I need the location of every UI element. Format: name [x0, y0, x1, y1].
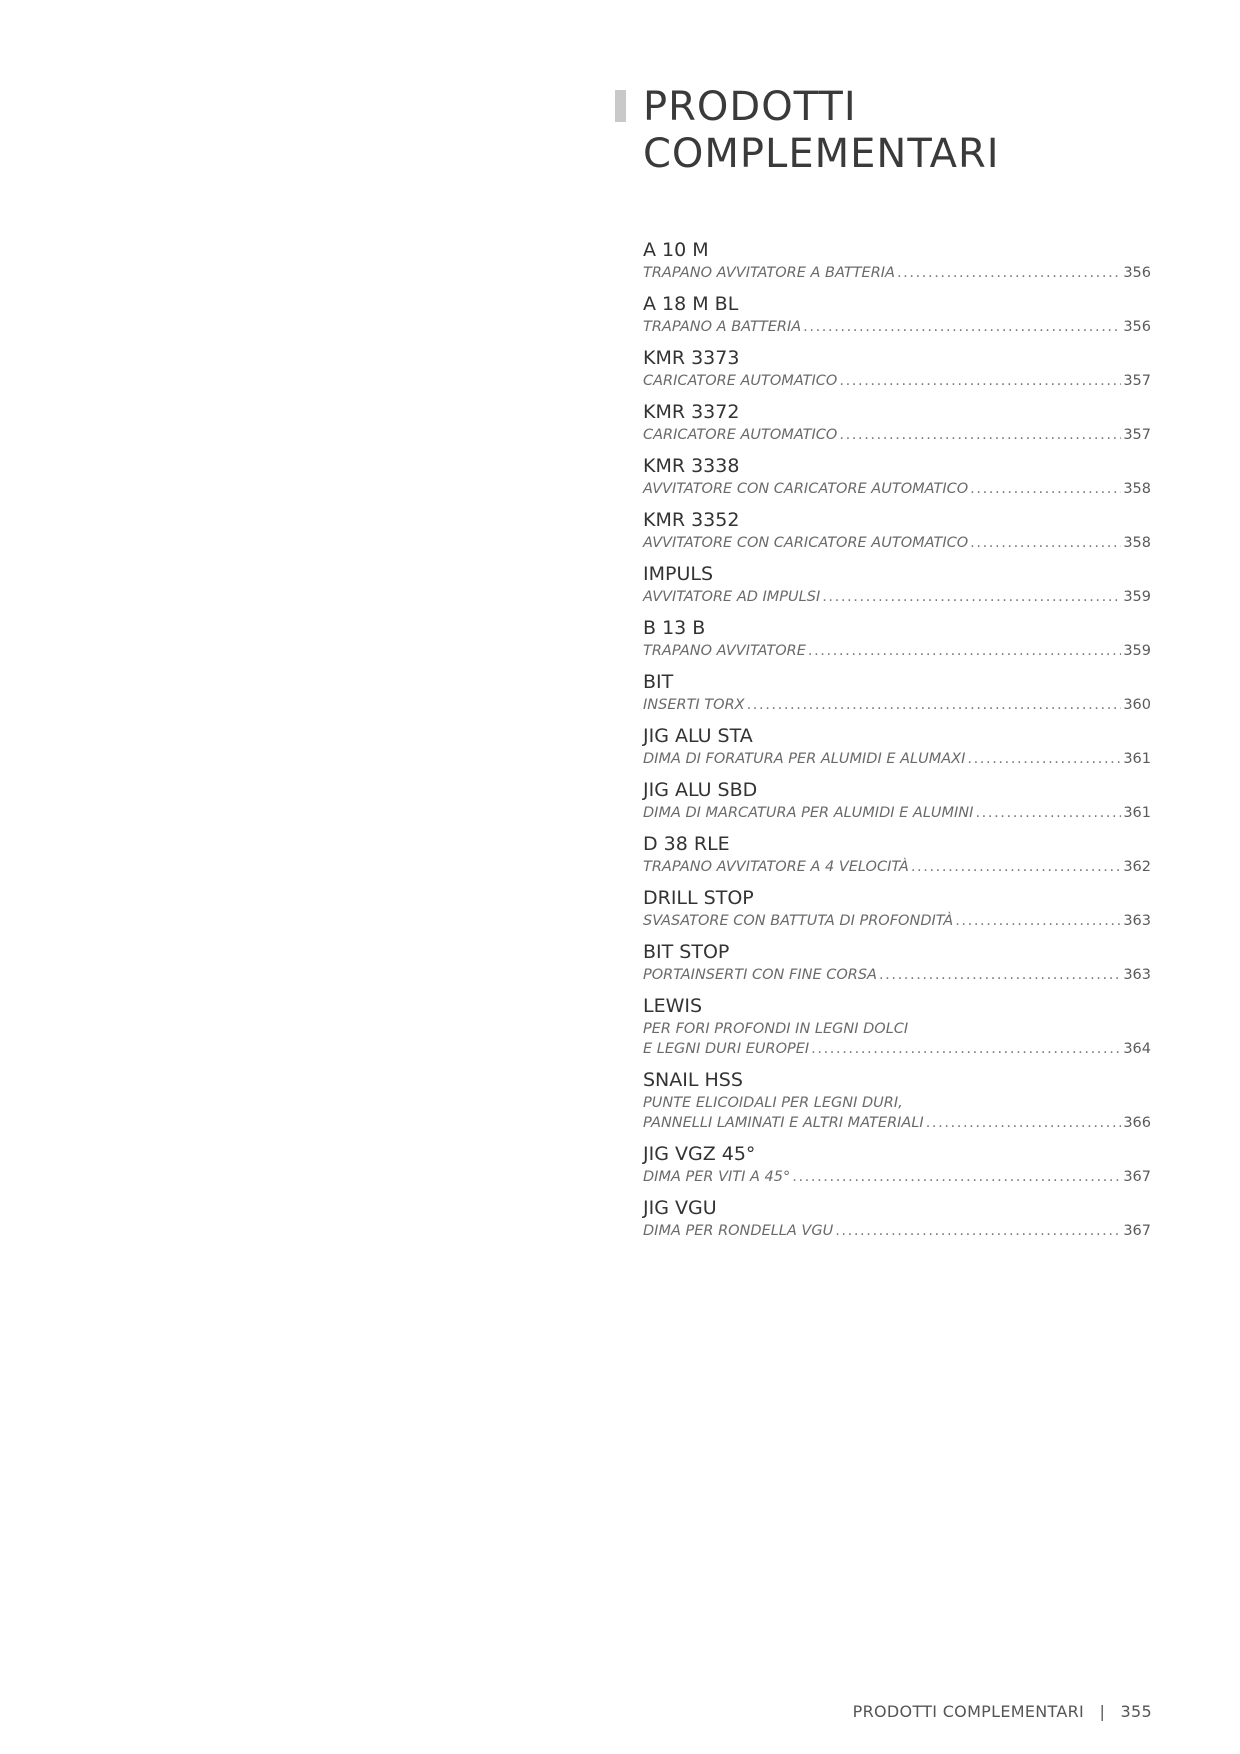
toc-entry-row [643, 1113, 1151, 1133]
toc-dot-leader [897, 263, 1121, 283]
toc-entry[interactable] [643, 994, 1151, 1059]
toc-entry-name: JIG ALU STA [643, 725, 753, 747]
toc-entry-page-number: 363 [1123, 913, 1151, 929]
toc-entry[interactable] [643, 1142, 1151, 1187]
toc-entry-row [643, 911, 1151, 931]
toc-entry-page-number: 363 [1123, 967, 1151, 983]
toc-entry-description: INSERTI TORX [643, 697, 745, 713]
toc-entry-row [643, 1039, 1151, 1059]
toc-entry-description: TRAPANO AVVITATORE A 4 VELOCITÀ [643, 859, 909, 875]
toc-entry-description: PORTAINSERTI CON FINE CORSA [643, 967, 877, 983]
toc-entry-page-number: 358 [1123, 481, 1151, 497]
toc-entry-page-number: 364 [1123, 1041, 1151, 1057]
toc-dot-leader [970, 479, 1121, 499]
toc-dot-leader [835, 1221, 1121, 1241]
toc-entry-name: BIT [643, 671, 674, 693]
toc-entry[interactable] [643, 346, 1151, 391]
toc-entry-name: D 38 RLE [643, 833, 730, 855]
toc-entry-description: AVVITATORE AD IMPULSI [643, 589, 821, 605]
toc-entry-description: E LEGNI DURI EUROPEI [643, 1041, 810, 1057]
toc-entry-description: TRAPANO AVVITATORE A BATTERIA [643, 265, 895, 281]
toc-entry-name: JIG ALU SBD [643, 779, 758, 801]
footer-page-number: 355 [1120, 1702, 1152, 1721]
toc-entry-name: IMPULS [643, 563, 714, 585]
toc-dot-leader [970, 533, 1121, 553]
toc-entry-page-number: 361 [1123, 805, 1151, 821]
toc-entry-description: AVVITATORE CON CARICATORE AUTOMATICO [643, 535, 969, 551]
toc-dot-leader [808, 641, 1121, 661]
toc-entry-page-number: 361 [1123, 751, 1151, 767]
toc-entry-description: SVASATORE CON BATTUTA DI PROFONDITÀ [643, 913, 954, 929]
toc-dot-leader [747, 695, 1122, 715]
toc-entry-row [643, 587, 1151, 607]
page-title [643, 84, 1000, 178]
toc-entry-name: JIG VGZ 45° [643, 1143, 756, 1165]
toc-entry-row [643, 371, 1151, 391]
toc-entry[interactable] [643, 724, 1151, 769]
toc-entry-row [643, 1221, 1151, 1241]
toc-entry-page-number: 366 [1123, 1115, 1151, 1131]
toc-dot-leader [839, 425, 1121, 445]
page-footer [853, 1701, 1152, 1723]
toc-dot-leader [792, 1167, 1121, 1187]
toc-entry-description: DIMA PER VITI A 45° [643, 1169, 791, 1185]
page-title-line-1: PRODOTTI [643, 84, 857, 130]
toc-entry-row [643, 533, 1151, 553]
footer-section-title: PRODOTTI COMPLEMENTARI [852, 1702, 1085, 1721]
toc-entry-row [643, 695, 1151, 715]
toc-entry-description: PANNELLI LAMINATI E ALTRI MATERIALI [643, 1115, 924, 1131]
toc-dot-leader [879, 965, 1121, 985]
title-accent-bar [615, 90, 626, 122]
toc-entry[interactable] [643, 238, 1151, 283]
toc-dot-leader [822, 587, 1121, 607]
toc-entry-page-number: 360 [1123, 697, 1151, 713]
toc-dot-leader [967, 749, 1121, 769]
toc-entry[interactable] [643, 1068, 1151, 1133]
toc-entry-name: KMR 3338 [643, 455, 740, 477]
toc-entry-description: AVVITATORE CON CARICATORE AUTOMATICO [643, 481, 969, 497]
table-of-contents [643, 238, 1151, 1250]
toc-entry-page-number: 367 [1123, 1223, 1151, 1239]
toc-entry-row [643, 857, 1151, 877]
toc-entry[interactable] [643, 778, 1151, 823]
toc-entry-row [643, 803, 1151, 823]
toc-entry[interactable] [643, 454, 1151, 499]
toc-entry-page-number: 359 [1123, 643, 1151, 659]
toc-entry-row [643, 641, 1151, 661]
toc-entry[interactable] [643, 886, 1151, 931]
toc-entry[interactable] [643, 562, 1151, 607]
toc-entry-row [643, 479, 1151, 499]
toc-entry-name: LEWIS [643, 995, 703, 1017]
toc-entry-description: DIMA DI FORATURA PER ALUMIDI E ALUMAXI [643, 751, 966, 767]
toc-dot-leader [803, 317, 1121, 337]
page-title-line-2: COMPLEMENTARI [643, 131, 1000, 177]
toc-entry-row [643, 425, 1151, 445]
toc-entry-description-line-1: PUNTE ELICOIDALI PER LEGNI DURI, [643, 1095, 903, 1111]
toc-entry-description: TRAPANO A BATTERIA [643, 319, 802, 335]
toc-entry-name: B 13 B [643, 617, 706, 639]
toc-entry-name: A 10 M [643, 239, 709, 261]
toc-entry-name: KMR 3373 [643, 347, 740, 369]
toc-entry[interactable] [643, 508, 1151, 553]
toc-dot-leader [839, 371, 1121, 391]
toc-dot-leader [926, 1113, 1122, 1133]
toc-entry-name: DRILL STOP [643, 887, 754, 909]
toc-entry-page-number: 362 [1123, 859, 1151, 875]
toc-entry[interactable] [643, 1196, 1151, 1241]
toc-entry-page-number: 367 [1123, 1169, 1151, 1185]
toc-entry-page-number: 357 [1123, 427, 1151, 443]
toc-entry-name: BIT STOP [643, 941, 730, 963]
toc-entry-name: KMR 3372 [643, 401, 740, 423]
toc-entry-description: CARICATORE AUTOMATICO [643, 427, 838, 443]
toc-entry[interactable] [643, 400, 1151, 445]
toc-entry-description: CARICATORE AUTOMATICO [643, 373, 838, 389]
toc-entry-description: DIMA PER RONDELLA VGU [643, 1223, 834, 1239]
toc-entry-name: JIG VGU [643, 1197, 717, 1219]
toc-entry-row [643, 1167, 1151, 1187]
toc-entry-page-number: 359 [1123, 589, 1151, 605]
toc-entry-name: KMR 3352 [643, 509, 740, 531]
toc-entry[interactable] [643, 616, 1151, 661]
toc-entry[interactable] [643, 670, 1151, 715]
toc-entry-row [643, 317, 1151, 337]
toc-entry[interactable] [643, 832, 1151, 877]
toc-entry-name: SNAIL HSS [643, 1069, 743, 1091]
toc-dot-leader [975, 803, 1121, 823]
toc-entry-page-number: 358 [1123, 535, 1151, 551]
toc-dot-leader [955, 911, 1121, 931]
toc-entry-page-number: 356 [1123, 319, 1151, 335]
toc-entry-page-number: 357 [1123, 373, 1151, 389]
footer-separator: | [1099, 1702, 1106, 1721]
toc-entry-row [643, 965, 1151, 985]
toc-entry-description: DIMA DI MARCATURA PER ALUMIDI E ALUMINI [643, 805, 974, 821]
toc-entry-name: A 18 M BL [643, 293, 739, 315]
toc-entry[interactable] [643, 292, 1151, 337]
toc-entry-page-number: 356 [1123, 265, 1151, 281]
toc-entry-row [643, 749, 1151, 769]
toc-entry-description: TRAPANO AVVITATORE [643, 643, 806, 659]
toc-entry[interactable] [643, 940, 1151, 985]
toc-entry-description-line-1: PER FORI PROFONDI IN LEGNI DOLCI [643, 1021, 909, 1037]
toc-entry-row [643, 263, 1151, 283]
toc-dot-leader [911, 857, 1121, 877]
toc-dot-leader [811, 1039, 1121, 1059]
